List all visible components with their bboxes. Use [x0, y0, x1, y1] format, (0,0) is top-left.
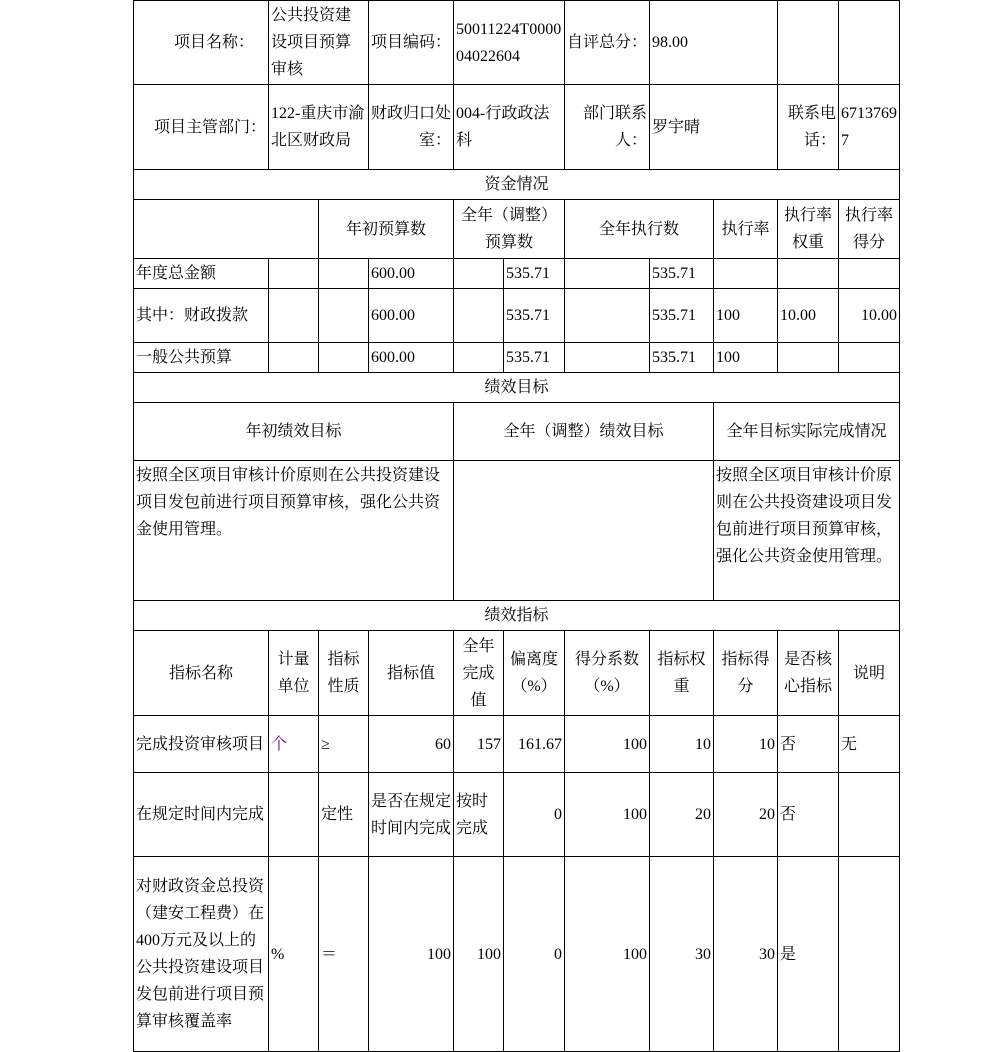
funds-row	[134, 343, 900, 373]
indicator-score: 30	[714, 857, 778, 1052]
empty-cell	[454, 289, 504, 343]
dept-label: 项目主管部门：	[134, 85, 269, 170]
indicator-name: 完成投资审核项目	[134, 716, 269, 773]
indicator-header: 计量单位	[269, 631, 319, 716]
rate-score: 10.00	[839, 289, 900, 343]
indicator-target: 60	[369, 716, 454, 773]
funds-section-title: 资金情况	[134, 170, 900, 200]
indicator-header: 得分系数（%）	[565, 631, 650, 716]
indicator-deviation: 161.67	[504, 716, 565, 773]
goals-header: 全年目标实际完成情况	[714, 403, 900, 461]
goals-header-row	[134, 403, 900, 461]
indicator-row	[134, 773, 900, 857]
indicator-coefficient: 100	[565, 773, 650, 857]
indicator-header: 指标名称	[134, 631, 269, 716]
empty-cell	[454, 343, 504, 373]
self-score-label: 自评总分：	[565, 1, 650, 85]
indicator-header: 说明	[839, 631, 900, 716]
indicator-score: 20	[714, 773, 778, 857]
funds-row-name: 其中：财政拨款	[134, 289, 269, 343]
funds-header: 执行率权重	[778, 200, 839, 259]
info-row-1	[134, 1, 900, 85]
empty-cell	[565, 259, 650, 289]
executed-amount: 535.71	[650, 289, 714, 343]
empty-cell	[319, 259, 369, 289]
indicator-actual: 100	[454, 857, 504, 1052]
funds-header: 执行率得分	[839, 200, 900, 259]
initial-budget: 600.00	[369, 259, 454, 289]
finance-office-label: 财政归口处室：	[369, 85, 454, 170]
indicator-header: 偏离度（%）	[504, 631, 565, 716]
funds-row-name: 一般公共预算	[134, 343, 269, 373]
funds-header: 执行率	[714, 200, 778, 259]
adjusted-budget: 535.71	[504, 343, 565, 373]
empty-cell	[269, 343, 319, 373]
indicator-score: 10	[714, 716, 778, 773]
indicator-deviation: 0	[504, 857, 565, 1052]
indicator-nature: ≥	[319, 716, 369, 773]
indicator-weight: 10	[650, 716, 714, 773]
project-code-label: 项目编码：	[369, 1, 454, 85]
empty-cell	[454, 259, 504, 289]
indicator-nature: ＝	[319, 857, 369, 1052]
indicator-unit: %	[269, 857, 319, 1052]
empty-cell	[319, 289, 369, 343]
indicator-coefficient: 100	[565, 857, 650, 1052]
indicator-row	[134, 857, 900, 1052]
initial-goal: 按照全区项目审核计价原则在公共投资建设项目发包前进行项目预算审核，强化公共资金使用管理。	[134, 461, 454, 601]
goals-header: 全年（调整）绩效目标	[454, 403, 714, 461]
empty-cell	[269, 259, 319, 289]
indicator-core: 否	[778, 773, 839, 857]
actual-goal: 按照全区项目审核计价原则在公共投资建设项目发包前进行项目预算审核，强化公共资金使用管理。	[714, 461, 900, 601]
phone-label: 联系电话：	[778, 85, 839, 170]
indicator-weight: 20	[650, 773, 714, 857]
funds-header: 全年（调整）预算数	[454, 200, 565, 259]
rate-score	[839, 259, 900, 289]
executed-amount: 535.71	[650, 343, 714, 373]
funds-row	[134, 289, 900, 343]
indicator-nature: 定性	[319, 773, 369, 857]
funds-header-row	[134, 200, 900, 259]
goals-section-title: 绩效目标	[134, 373, 900, 403]
empty-cell	[565, 343, 650, 373]
indicator-header: 全年完成值	[454, 631, 504, 716]
rate-weight: 10.00	[778, 289, 839, 343]
indicator-note	[839, 857, 900, 1052]
rate-score	[839, 343, 900, 373]
indicator-row	[134, 716, 900, 773]
empty-cell	[839, 1, 900, 85]
indicator-actual: 157	[454, 716, 504, 773]
project-name: 公共投资建设项目预算审核	[269, 1, 369, 85]
indicators-header-row	[134, 631, 900, 716]
performance-evaluation-table	[133, 0, 900, 1052]
info-row-2	[134, 85, 900, 170]
empty-cell	[778, 1, 839, 85]
execution-rate	[714, 259, 778, 289]
goals-header: 年初绩效目标	[134, 403, 454, 461]
project-name-label: 项目名称：	[134, 1, 269, 85]
rate-weight	[778, 343, 839, 373]
empty-cell	[269, 289, 319, 343]
executed-amount: 535.71	[650, 259, 714, 289]
indicator-header: 是否核心指标	[778, 631, 839, 716]
goals-row	[134, 461, 900, 601]
empty-cell	[134, 200, 319, 259]
indicator-target: 100	[369, 857, 454, 1052]
indicator-weight: 30	[650, 857, 714, 1052]
phone: 67137697	[839, 85, 900, 170]
indicator-core: 是	[778, 857, 839, 1052]
execution-rate: 100	[714, 343, 778, 373]
indicator-unit: 个	[269, 716, 319, 773]
finance-office: 004-行政政法科	[454, 85, 565, 170]
indicators-section-title: 绩效指标	[134, 601, 900, 631]
initial-budget: 600.00	[369, 343, 454, 373]
indicator-unit	[269, 773, 319, 857]
indicator-note: 无	[839, 716, 900, 773]
indicator-header: 指标得分	[714, 631, 778, 716]
project-code: 50011224T000004022604	[454, 1, 565, 85]
funds-header: 年初预算数	[319, 200, 454, 259]
dept: 122-重庆市渝北区财政局	[269, 85, 369, 170]
adjusted-goal	[454, 461, 714, 601]
contact-label: 部门联系人：	[565, 85, 650, 170]
initial-budget: 600.00	[369, 289, 454, 343]
funds-header: 全年执行数	[565, 200, 714, 259]
indicator-header: 指标值	[369, 631, 454, 716]
funds-row-name: 年度总金额	[134, 259, 269, 289]
empty-cell	[319, 343, 369, 373]
indicator-note	[839, 773, 900, 857]
indicator-header: 指标权重	[650, 631, 714, 716]
indicator-actual: 按时完成	[454, 773, 504, 857]
self-score: 98.00	[650, 1, 778, 85]
indicator-core: 否	[778, 716, 839, 773]
indicator-name: 在规定时间内完成	[134, 773, 269, 857]
indicator-deviation: 0	[504, 773, 565, 857]
rate-weight	[778, 259, 839, 289]
empty-cell	[565, 289, 650, 343]
funds-row	[134, 259, 900, 289]
execution-rate: 100	[714, 289, 778, 343]
indicator-coefficient: 100	[565, 716, 650, 773]
indicator-target: 是否在规定时间内完成	[369, 773, 454, 857]
adjusted-budget: 535.71	[504, 289, 565, 343]
adjusted-budget: 535.71	[504, 259, 565, 289]
indicator-name: 对财政资金总投资（建安工程费）在400万元及以上的公共投资建设项目发包前进行项目预算审核覆盖率	[134, 857, 269, 1052]
contact: 罗宇晴	[650, 85, 778, 170]
indicator-header: 指标性质	[319, 631, 369, 716]
